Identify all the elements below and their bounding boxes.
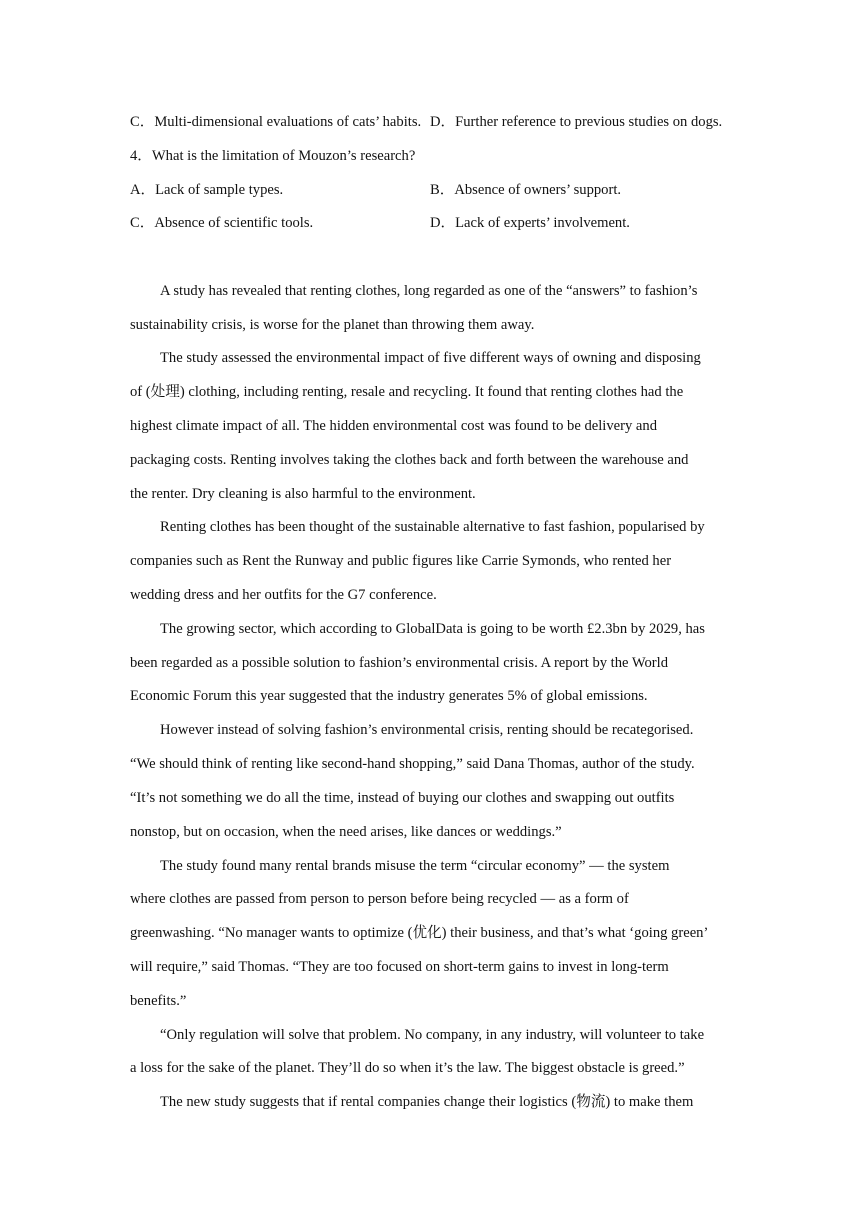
passage-line: of (处理) clothing, including renting, resale and recycling. It found that renting clothes had the (130, 384, 684, 400)
passage-line: will require,” said Thomas. “They are too focused on short-term gains to invest in long-term (130, 959, 669, 975)
passage-line: A study has revealed that renting clothes, long regarded as one of the “answers” to fashion’s (160, 283, 698, 299)
passage-line: nonstop, but on occasion, when the need arises, like dances or weddings.” (130, 824, 562, 840)
q4-option-b: B．Absence of owners’ support. (430, 182, 622, 198)
passage-line: companies such as Rent the Runway and public figures like Carrie Symonds, who rented her (130, 553, 672, 569)
passage-line: However instead of solving fashion’s environmental crisis, renting should be recategorised. (160, 722, 694, 738)
passage-line: “We should think of renting like second-hand shopping,” said Dana Thomas, author of the study. (130, 756, 695, 772)
passage-line: where clothes are passed from person to person before being recycled — as a form of (130, 891, 629, 907)
q4-stem: 4．What is the limitation of Mouzon’s research? (130, 148, 416, 164)
q3-option-d: D．Further reference to previous studies on dogs. (430, 114, 723, 130)
passage-line: The study found many rental brands misuse the term “circular economy” — the system (160, 858, 670, 874)
passage-line: The study assessed the environmental impact of five different ways of owning and disposing (160, 350, 701, 366)
passage-line: packaging costs. Renting involves taking the clothes back and forth between the warehouse and (130, 452, 689, 468)
passage-line: wedding dress and her outfits for the G7 conference. (130, 587, 437, 603)
passage-line: been regarded as a possible solution to fashion’s environmental crisis. A report by the World (130, 655, 669, 671)
passage-line: sustainability crisis, is worse for the planet than throwing them away. (130, 317, 535, 333)
passage-line: “It’s not something we do all the time, instead of buying our clothes and swapping out outfits (130, 790, 675, 806)
passage-line: greenwashing. “No manager wants to optimize (优化) their business, and that’s what ‘going green’ (130, 925, 709, 941)
passage-line: “Only regulation will solve that problem. No company, in any industry, will volunteer to take (160, 1027, 705, 1043)
passage-line: the renter. Dry cleaning is also harmful to the environment. (130, 486, 476, 502)
passage-line: benefits.” (130, 993, 187, 1009)
passage-line: The new study suggests that if rental companies change their logistics (物流) to make them (160, 1094, 694, 1110)
passage-line: Renting clothes has been thought of the sustainable alternative to fast fashion, popularised by (160, 519, 705, 535)
passage-line: highest climate impact of all. The hidden environmental cost was found to be delivery and (130, 418, 657, 434)
q4-option-d: D．Lack of experts’ involvement. (430, 215, 630, 231)
passage-line: Economic Forum this year suggested that the industry generates 5% of global emissions. (130, 688, 648, 704)
passage-line: a loss for the sake of the planet. They’ll do so when it’s the law. The biggest obstacle is greed.” (130, 1060, 685, 1076)
q4-option-a: A．Lack of sample types. (130, 182, 284, 198)
q4-option-c: C．Absence of scientific tools. (130, 215, 314, 231)
passage-line: The growing sector, which according to GlobalData is going to be worth £2.3bn by 2029, has (160, 621, 705, 637)
q3-option-c: C．Multi-dimensional evaluations of cats’ habits. (130, 114, 422, 130)
